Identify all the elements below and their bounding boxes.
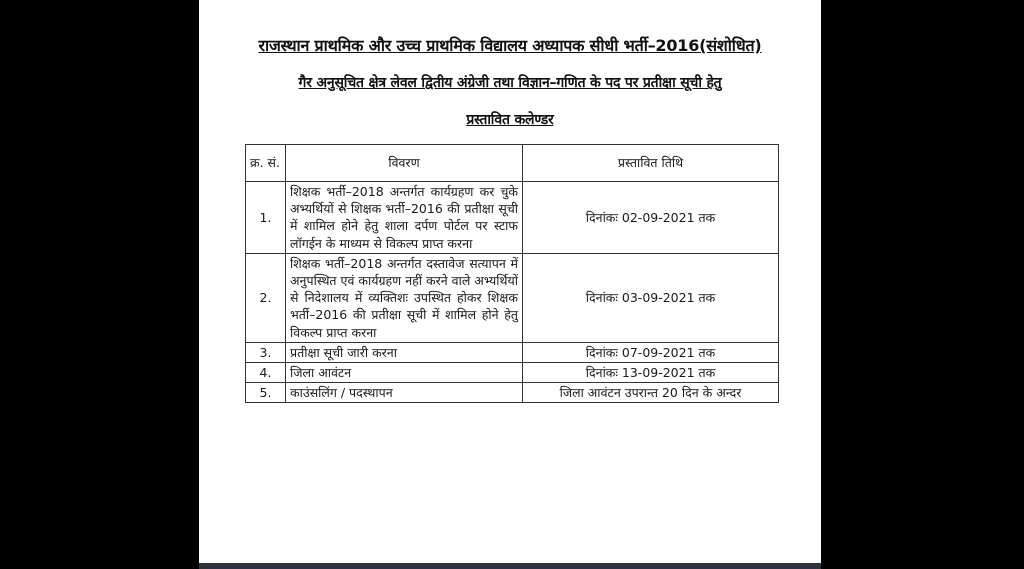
table-header-row (246, 145, 779, 182)
table-row (246, 253, 779, 342)
row-description: जिला आवंटन (286, 363, 523, 383)
row-description: काउंसलिंग / पदस्थापन (286, 383, 523, 403)
header-date: प्रस्तावित तिथि (523, 145, 779, 182)
row-serial: 1. (246, 182, 286, 254)
table-row (246, 363, 779, 383)
row-serial: 4. (246, 363, 286, 383)
row-description: शिक्षक भर्ती–2018 अन्तर्गत कार्यग्रहण कर चुके अभ्यर्थियों से शिक्षक भर्ती–2016 की प्रतीक्षा सूची में शामिल होने हेतु शाला दर्पण पोर्टल पर स्टाफ लॉगईन के माध्यम से विकल्प प्राप्त करना (286, 182, 523, 254)
viewer-bottom-strip (199, 563, 821, 569)
calendar-heading: प्रस्तावित कलेण्डर (466, 112, 554, 128)
table-row (246, 342, 779, 362)
table-row (246, 182, 779, 254)
header-serial: क्र. सं. (246, 145, 286, 182)
row-serial: 3. (246, 342, 286, 362)
document-subtitle: गैर अनुसूचित क्षेत्र लेवल द्वितीय अंग्रेजी तथा विज्ञान–गणित के पद पर प्रतीक्षा सूची हेतु (298, 75, 722, 91)
row-date: दिनांकः 02-09-2021 तक (523, 182, 779, 254)
header-description: विवरण (286, 145, 523, 182)
proposed-calendar-table (245, 144, 779, 403)
row-serial: 2. (246, 253, 286, 342)
row-description: प्रतीक्षा सूची जारी करना (286, 342, 523, 362)
document-title: राजस्थान प्राथमिक और उच्च प्राथमिक विद्यालय अध्यापक सीधी भर्ती–2016(संशोधित) (258, 36, 762, 55)
table-row (246, 383, 779, 403)
row-date: दिनांकः 07-09-2021 तक (523, 342, 779, 362)
row-date: जिला आवंटन उपरान्त 20 दिन के अन्दर (523, 383, 779, 403)
row-serial: 5. (246, 383, 286, 403)
row-description: शिक्षक भर्ती–2018 अन्तर्गत दस्तावेज सत्यापन में अनुपस्थित एवं कार्यग्रहण नहीं करने वाले अभ्यर्थियों से निदेशालय में व्यक्तिशः उपस्थित होकर शिक्षक भर्ती–2016 की प्रतीक्षा सूची में शामिल होने हेतु विकल्प प्राप्त करना (286, 253, 523, 342)
row-date: दिनांकः 03-09-2021 तक (523, 253, 779, 342)
document-page (199, 0, 821, 569)
row-date: दिनांकः 13-09-2021 तक (523, 363, 779, 383)
